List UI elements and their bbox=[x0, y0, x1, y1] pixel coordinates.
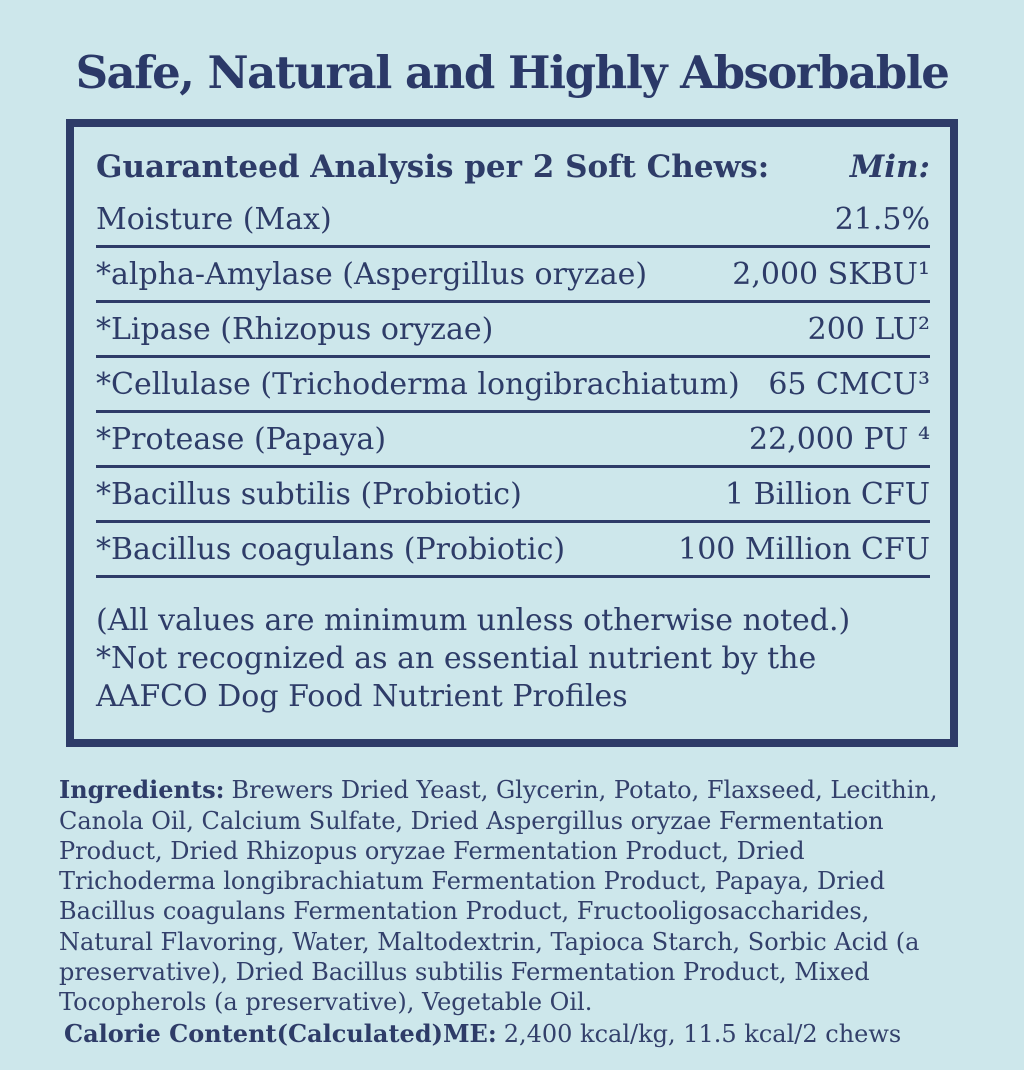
label-panel bbox=[0, 46, 1024, 1070]
calorie-content-value: 2,400 kcal/kg, 11.5 kcal/2 chews bbox=[503, 1020, 902, 1049]
row-value: 100 Million CFU bbox=[678, 532, 930, 567]
row-name: *alpha-Amylase (Aspergillus oryzae) bbox=[96, 257, 648, 292]
min-column-header: Min: bbox=[849, 149, 930, 185]
row-name: *Cellulase (Trichoderma longibrachiatum) bbox=[96, 367, 740, 402]
row-value: 21.5% bbox=[834, 202, 930, 237]
footnote-line: *Not recognized as an essential nutrient by the AAFCO Dog Food Nutrient Profiles bbox=[96, 640, 817, 714]
row-value: 1 Billion CFU bbox=[724, 477, 930, 512]
footnote-line: (All values are minimum unless otherwise noted.) bbox=[96, 603, 851, 638]
row-value: 200 LU² bbox=[807, 312, 930, 347]
row-name: *Protease (Papaya) bbox=[96, 422, 387, 457]
row-name: Moisture (Max) bbox=[96, 202, 332, 237]
table-row bbox=[96, 358, 930, 413]
table-row bbox=[96, 523, 930, 578]
ingredients-label: Ingredients: bbox=[59, 775, 225, 805]
calorie-content-line bbox=[59, 1019, 965, 1049]
row-value: 22,000 PU ⁴ bbox=[748, 422, 930, 457]
ingredients-paragraph bbox=[59, 775, 965, 1017]
row-value: 2,000 SKBU¹ bbox=[732, 257, 930, 292]
row-name: *Bacillus coagulans (Probiotic) bbox=[96, 532, 566, 567]
table-row bbox=[96, 413, 930, 468]
table-row bbox=[96, 193, 930, 248]
table-row bbox=[96, 303, 930, 358]
ingredients-text: Brewers Dried Yeast, Glycerin, Potato, Flaxseed, Lecithin, Canola Oil, Calcium Sulfate, Dried Aspergillus oryzae Fermentation Product, Dried Rhizopus oryzae Fermentation Product, Dried Trichoderma longibrachiatum Fermentation Product, Papaya, Dried Bacillus coagulans Fermentation Product, Fructooligosaccharides, Natural Flavoring, Water, Maltodextrin, Tapioca Starch, Sorbic Acid (a preservative), Dried Bacillus subtilis Fermentation Product, Mixed Tocopherols (a preservative), Vegetable Oil. bbox=[59, 776, 938, 1017]
row-value: 65 CMCU³ bbox=[768, 367, 930, 402]
page-title: Safe, Natural and Highly Absorbable bbox=[75, 46, 949, 99]
row-name: *Lipase (Rhizopus oryzae) bbox=[96, 312, 494, 347]
table-row bbox=[96, 468, 930, 523]
calorie-content-label: Calorie Content(Calculated)ME: bbox=[64, 1019, 497, 1049]
guaranteed-analysis-box bbox=[66, 119, 958, 747]
analysis-footnotes bbox=[96, 602, 930, 715]
analysis-header-label: Guaranteed Analysis per 2 Soft Chews: bbox=[96, 149, 770, 185]
row-name: *Bacillus subtilis (Probiotic) bbox=[96, 477, 522, 512]
analysis-header bbox=[96, 145, 930, 193]
table-row bbox=[96, 248, 930, 303]
